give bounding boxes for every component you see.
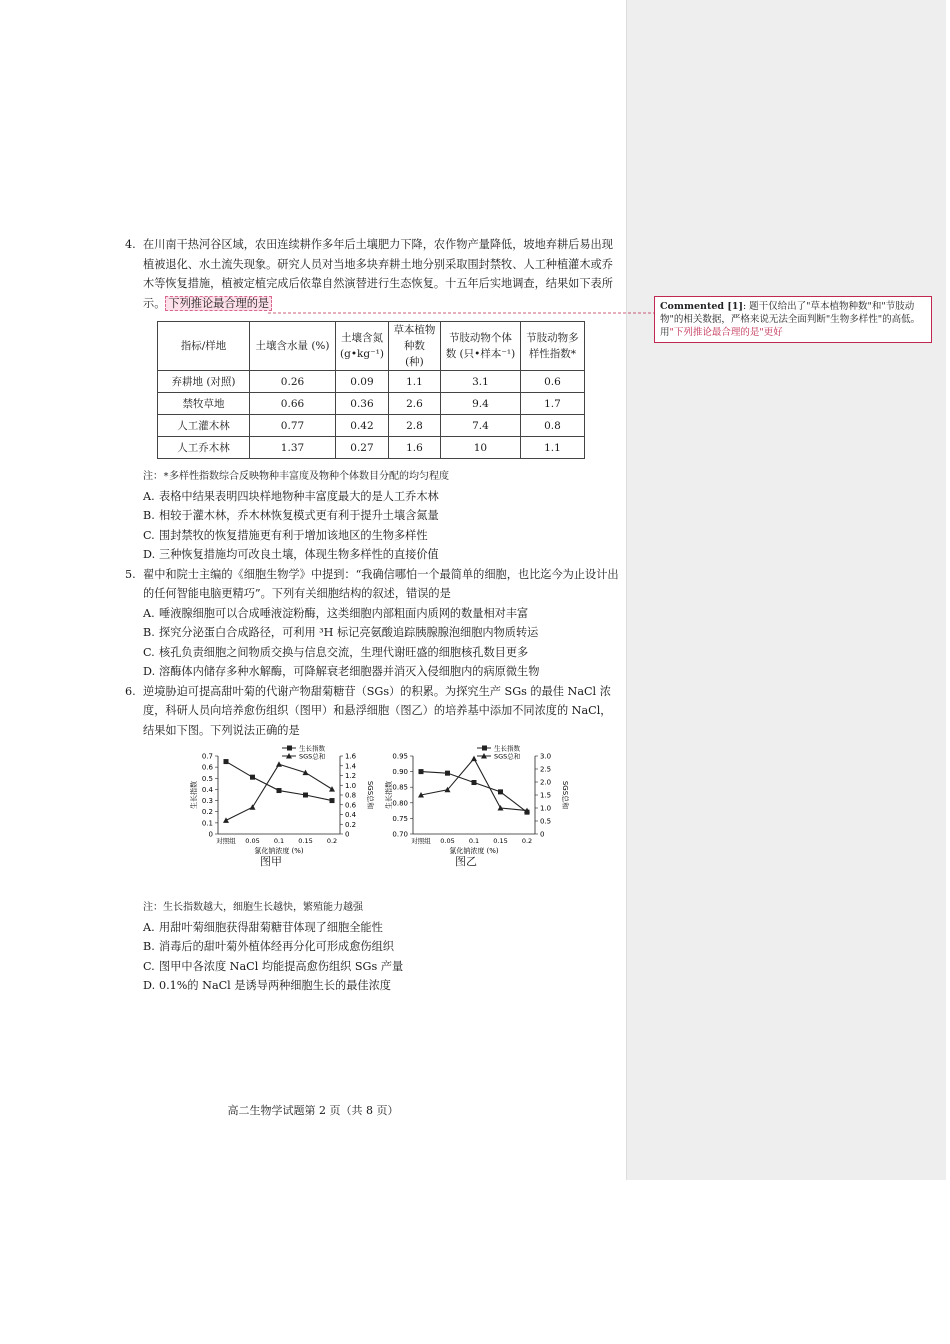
data-point-square — [303, 793, 308, 798]
question-number: 5. — [125, 567, 136, 581]
data-point-square — [224, 759, 229, 764]
x-axis-label: 氯化钠浓度 (%) — [254, 847, 304, 855]
table-cell: 0.77 — [250, 415, 336, 437]
data-point-triangle — [250, 804, 256, 810]
table-cell: 7.4 — [440, 415, 520, 437]
table-cell: 0.27 — [336, 437, 389, 459]
legend-marker-square — [287, 746, 292, 751]
option-text: 溶酶体内储存多种水解酶，可降解衰老细胞器并消灭入侵细胞内的病原微生物 — [159, 665, 540, 678]
legend-label: SGS总和 — [299, 752, 326, 761]
y2-tick-label: 1.5 — [540, 791, 552, 800]
question-text: 翟中和院士主编的《细胞生物学》中提到：“我确信哪怕一个最简单的细胞，也比迄今为止设计出的任何智能电脑更精巧”。下列有关细胞结构的叙述，错误的是 — [143, 567, 619, 600]
option-b — [125, 506, 620, 526]
y-tick-label: 0.90 — [392, 768, 408, 777]
table-header: 指标/样地 — [158, 322, 250, 371]
y-tick-label: 0.3 — [201, 797, 213, 806]
data-point-triangle — [471, 756, 477, 762]
option-text: 唾液腺细胞可以合成唾液淀粉酶，这类细胞内部粗面内质网的数量相对丰富 — [159, 606, 529, 620]
table-cell: 0.66 — [250, 393, 336, 415]
table-header: 土壤含氮 (g•kg⁻¹) — [336, 322, 389, 371]
option-a — [125, 918, 620, 938]
option-c — [125, 526, 620, 546]
data-point-square — [277, 788, 282, 793]
y-tick-label: 0.2 — [201, 808, 213, 817]
option-label: D. — [143, 979, 156, 992]
y2-tick-label: 0.6 — [345, 801, 357, 810]
comment-author: Commented [1] — [660, 301, 743, 312]
x-tick-label: 0.1 — [273, 837, 285, 845]
question-text: 逆境胁迫可提高甜叶菊的代谢产物甜菊糖苷（SGs）的积累。为探究生产 SGs 的最佳 NaCl 浓度，科研人员向培养愈伤组织（图甲）和悬浮细胞（图乙）的培养基中添加不同浓度的 NaCl，结果如下图。下列说法正确的是 — [143, 684, 612, 737]
table-cell: 1.7 — [520, 393, 584, 415]
table-cell: 1.6 — [388, 437, 440, 459]
x-tick-label: 对照组 — [411, 837, 431, 845]
option-a — [125, 487, 620, 507]
y2-axis-label: SGS总和 — [561, 780, 569, 810]
option-text: 探究分泌蛋白合成路径，可利用 ³H 标记亮氨酸追踪胰腺腺泡细胞内物质转运 — [159, 626, 539, 639]
page-footer: 高二生物学试题第 2 页（共 8 页） — [227, 1104, 399, 1117]
y2-tick-label: 0.5 — [540, 817, 552, 826]
question-number: 6. — [125, 684, 136, 698]
legend-label: 生长指数 — [494, 744, 520, 753]
data-point-square — [472, 780, 477, 785]
option-text: 用甜叶菊细胞获得甜菊糖苷体现了细胞全能性 — [159, 920, 383, 934]
table-cell: 0.09 — [336, 371, 389, 393]
y2-tick-label: 0.2 — [345, 820, 357, 829]
y2-tick-label: 2.0 — [540, 778, 552, 787]
table-cell: 1.1 — [388, 371, 440, 393]
y2-tick-label: 0 — [345, 830, 350, 839]
option-c — [125, 643, 620, 663]
option-label: D. — [143, 548, 156, 561]
data-point-square — [445, 771, 450, 776]
y-tick-label: 0.7 — [201, 752, 213, 761]
y-axis-label: 生长指数 — [190, 781, 198, 809]
option-text: 核孔负责细胞之间物质交换与信息交流，生理代谢旺盛的细胞核孔数目更多 — [159, 645, 529, 659]
y2-tick-label: 1.4 — [345, 762, 357, 771]
table-header: 草本植物种数 (种) — [388, 322, 440, 371]
table-cell: 3.1 — [440, 371, 520, 393]
y2-tick-label: 3.0 — [540, 752, 552, 761]
x-tick-label: 0.2 — [326, 837, 338, 845]
y-tick-label: 0.4 — [201, 785, 213, 794]
option-text: 三种恢复措施均可改良土壤，体现生物多样性的直接价值 — [159, 548, 439, 561]
x-tick-label: 0.2 — [521, 837, 533, 845]
table-cell: 0.42 — [336, 415, 389, 437]
question-text: 在川南干热河谷区域，农田连续耕作多年后土壤肥力下降，农作物产量降低，坡地弃耕后易出现植被退化、水土流失现象。研究人员对当地多块弃耕土地分别采取围封禁牧、人工种植灌木或乔木等恢复措施，植被定植完成后依靠自然演替进行生态恢复。十五年后实地调查，结果如下表所示。 — [143, 238, 613, 310]
table-cell: 1.1 — [520, 437, 584, 459]
chart-b — [375, 744, 575, 869]
y2-axis-label: SGS总和 — [366, 780, 374, 810]
legend-label: 生长指数 — [299, 744, 325, 753]
option-d — [125, 976, 620, 996]
option-text: 表格中结果表明四块样地物种丰富度最大的是人工乔木林 — [159, 489, 439, 503]
data-point-square — [419, 769, 424, 774]
option-label: D. — [143, 665, 156, 678]
table-row — [158, 371, 585, 393]
option-label: A. — [143, 920, 155, 934]
question-content — [125, 235, 620, 996]
table-cell: 人工乔木林 — [158, 437, 250, 459]
option-label: B. — [143, 626, 155, 639]
y-tick-label: 0 — [208, 830, 213, 839]
table-header-row — [158, 322, 585, 371]
table-cell: 0.26 — [250, 371, 336, 393]
comment-colon: : — [742, 301, 750, 312]
chart-a — [180, 744, 380, 869]
table-cell: 0.8 — [520, 415, 584, 437]
table-cell: 10 — [440, 437, 520, 459]
table-note: 注：*多样性指数综合反映物种丰富度及物种个体数目分配的均匀程度 — [143, 471, 450, 482]
y-tick-label: 0.70 — [392, 830, 408, 839]
option-label: C. — [143, 645, 155, 659]
question-5 — [125, 565, 620, 604]
table-cell: 0.36 — [336, 393, 389, 415]
question-number: 4. — [125, 238, 136, 251]
option-label: C. — [143, 959, 155, 973]
table-header: 节肢动物多样性指数* — [520, 322, 584, 371]
comment-text-highlight: "下列推论最合理的是" — [669, 327, 764, 338]
y-tick-label: 0.80 — [392, 799, 408, 808]
question-4 — [125, 235, 620, 313]
comment-text-end: 更好 — [763, 327, 783, 338]
option-text: 围封禁牧的恢复措施更有利于增加该地区的生物多样性 — [159, 528, 428, 542]
table-cell: 1.37 — [250, 437, 336, 459]
x-tick-label: 0.05 — [440, 837, 455, 845]
option-c — [125, 957, 620, 977]
y-tick-label: 0.85 — [392, 783, 408, 792]
option-label: C. — [143, 528, 155, 542]
option-a — [125, 604, 620, 624]
chart-caption-b: 图乙 — [455, 855, 477, 868]
chart-note: 注：生长指数越大，细胞生长越快，繁殖能力越强 — [143, 902, 363, 913]
table-cell: 弃耕地 (对照) — [158, 371, 250, 393]
table-cell: 2.6 — [388, 393, 440, 415]
y2-tick-label: 0 — [540, 830, 545, 839]
x-tick-label: 0.1 — [468, 837, 480, 845]
option-text: 相较于灌木林，乔木林恢复模式更有利于提升土壤含氮量 — [159, 509, 439, 522]
option-b — [125, 623, 620, 643]
data-point-triangle — [276, 761, 282, 767]
table-cell: 禁牧草地 — [158, 393, 250, 415]
y-axis-label: 生长指数 — [385, 781, 393, 809]
y2-tick-label: 1.0 — [345, 781, 357, 790]
charts-figure — [125, 744, 620, 884]
table-cell: 0.6 — [520, 371, 584, 393]
y2-tick-label: 1.6 — [345, 752, 357, 761]
option-text: 图甲中各浓度 NaCl 均能提高愈伤组织 SGs 产量 — [159, 959, 404, 973]
series-line-growth-index — [226, 762, 332, 801]
option-label: A. — [143, 606, 155, 620]
legend-label: SGS总和 — [494, 752, 521, 761]
table-cell: 人工灌木林 — [158, 415, 250, 437]
data-point-triangle — [329, 786, 335, 792]
y-tick-label: 0.6 — [201, 763, 213, 772]
x-tick-label: 0.05 — [245, 837, 260, 845]
x-tick-label: 0.15 — [298, 837, 313, 845]
table-row — [158, 393, 585, 415]
option-d — [125, 545, 620, 565]
option-b — [125, 937, 620, 957]
chart-caption-a: 图甲 — [260, 855, 282, 868]
option-d — [125, 662, 620, 682]
y-tick-label: 0.5 — [201, 774, 213, 783]
option-text: 消毒后的甜叶菊外植体经再分化可形成愈伤组织 — [159, 940, 394, 953]
data-table — [157, 321, 585, 459]
data-point-triangle — [223, 817, 229, 823]
question-6 — [125, 682, 620, 741]
y-tick-label: 0.95 — [392, 752, 408, 761]
y2-tick-label: 0.8 — [345, 791, 357, 800]
highlighted-text[interactable]: 下列推论最合理的是 — [165, 296, 272, 311]
comment-text: 题干仅给出了"草本植物种数"和"节肢动物"的相关数据，严格来说无法全面判断"生物多样性"的高低。用 — [660, 301, 921, 338]
y-tick-label: 0.75 — [392, 814, 408, 823]
x-tick-label: 对照组 — [216, 837, 236, 845]
option-label: B. — [143, 940, 155, 953]
comment-balloon[interactable] — [654, 296, 932, 343]
y-tick-label: 0.1 — [201, 819, 213, 828]
data-point-square — [330, 798, 335, 803]
table-header: 节肢动物个体数 (只•样本⁻¹) — [440, 322, 520, 371]
table-cell: 9.4 — [440, 393, 520, 415]
y2-tick-label: 0.4 — [345, 811, 357, 819]
data-point-square — [498, 789, 503, 794]
data-point-square — [250, 775, 255, 780]
x-axis-label: 氯化钠浓度 (%) — [449, 847, 499, 855]
legend-marker-square — [482, 746, 487, 751]
table-row — [158, 437, 585, 459]
y2-tick-label: 1.2 — [345, 772, 357, 780]
table-header: 土壤含水量 (%) — [250, 322, 336, 371]
option-label: B. — [143, 509, 155, 522]
table-cell: 2.8 — [388, 415, 440, 437]
x-tick-label: 0.15 — [493, 837, 508, 845]
y2-tick-label: 2.5 — [540, 765, 552, 774]
y2-tick-label: 1.0 — [540, 804, 552, 813]
option-text: 0.1%的 NaCl 是诱导两种细胞生长的最佳浓度 — [159, 979, 391, 992]
option-label: A. — [143, 489, 155, 503]
table-row — [158, 415, 585, 437]
